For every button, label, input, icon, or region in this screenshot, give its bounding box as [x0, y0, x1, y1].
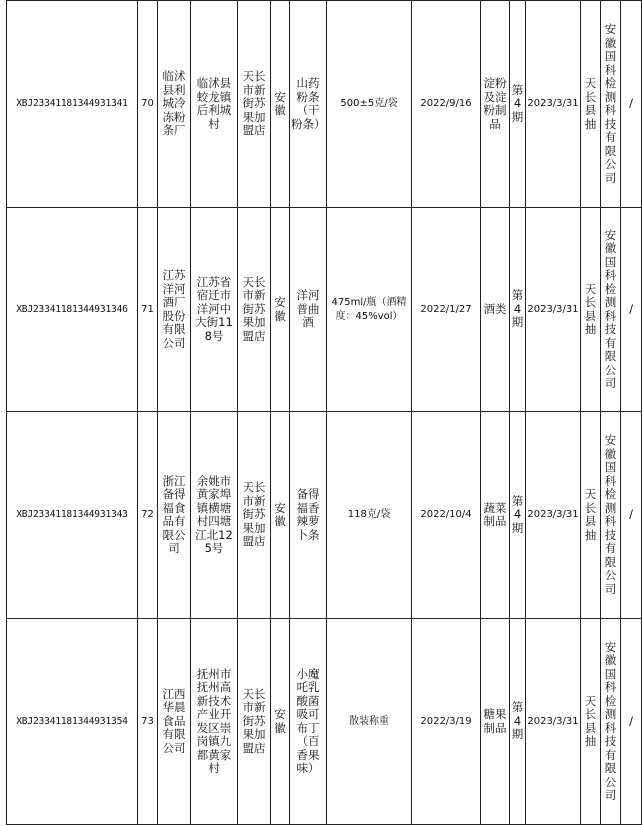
- product-name-cell: 备得福香辣萝卜条: [290, 412, 327, 619]
- sampled-unit-cell: 天长市新街苏果加盟店: [238, 619, 271, 825]
- period-cell: 第4期: [510, 1, 526, 208]
- food-category-cell: 淀粉及淀粉制品: [481, 1, 510, 208]
- production-date-cell: 2022/9/16: [412, 1, 481, 208]
- testing-lab-cell: 安徽国科检测科技有限公司: [601, 208, 621, 412]
- province-cell: 安徽: [271, 1, 290, 208]
- sampling-date-cell: 2023/3/31: [526, 412, 581, 619]
- producer-name-cell: 江西华晨食品有限公司: [158, 619, 191, 825]
- province-cell: 安徽: [271, 619, 290, 825]
- task-source-cell: 天长县抽: [581, 619, 601, 825]
- product-name-cell: 洋河普曲酒: [290, 208, 327, 412]
- serial-number-cell: 71: [138, 208, 158, 412]
- testing-lab-cell: 安徽国科检测科技有限公司: [601, 619, 621, 825]
- period-cell: 第4期: [510, 412, 526, 619]
- production-date-cell: 2022/1/27: [412, 208, 481, 412]
- producer-address-cell: 临沭县蛟龙镇后利城村: [191, 1, 238, 208]
- table-row: [7, 412, 642, 619]
- specification-cell: 475ml/瓶（酒精度：45%vol）: [327, 208, 412, 412]
- product-name-cell: 山药粉条（干粉条）: [290, 1, 327, 208]
- testing-lab-cell: 安徽国科检测科技有限公司: [601, 412, 621, 619]
- table-row: [7, 1, 642, 208]
- food-category-cell: 酒类: [481, 208, 510, 412]
- producer-address-cell: 抚州市抚州高新技术产业开发区崇岗镇九都黄家村: [191, 619, 238, 825]
- task-source-cell: 天长县抽: [581, 208, 601, 412]
- serial-number-cell: 73: [138, 619, 158, 825]
- task-source-cell: 天长县抽: [581, 1, 601, 208]
- product-name-cell: 小魔吒乳酸菌吸可布丁（百香果味）: [290, 619, 327, 825]
- period-cell: 第4期: [510, 208, 526, 412]
- sample-code-cell: XBJ23341181344931343: [7, 412, 138, 619]
- production-date-cell: 2022/10/4: [412, 412, 481, 619]
- sampled-unit-cell: 天长市新街苏果加盟店: [238, 412, 271, 619]
- sample-code-cell: XBJ23341181344931341: [7, 1, 138, 208]
- sampling-date-cell: 2023/3/31: [526, 619, 581, 825]
- producer-name-cell: 江苏洋河酒厂股份有限公司: [158, 208, 191, 412]
- task-source-cell: 天长县抽: [581, 412, 601, 619]
- period-cell: 第4期: [510, 619, 526, 825]
- food-category-cell: 蔬菜制品: [481, 412, 510, 619]
- specification-cell: 散装称重: [327, 619, 412, 825]
- remark-cell: /: [621, 1, 642, 208]
- food-category-cell: 糖果制品: [481, 619, 510, 825]
- production-date-cell: 2022/3/19: [412, 619, 481, 825]
- inspection-results-table: [6, 0, 642, 825]
- testing-lab-cell: 安徽国科检测科技有限公司: [601, 1, 621, 208]
- specification-cell: 118克/袋: [327, 412, 412, 619]
- sample-code-cell: XBJ23341181344931354: [7, 619, 138, 825]
- producer-name-cell: 浙江备得福食品有限公司: [158, 412, 191, 619]
- sampled-unit-cell: 天长市新街苏果加盟店: [238, 1, 271, 208]
- table-row: [7, 619, 642, 825]
- sampling-date-cell: 2023/3/31: [526, 208, 581, 412]
- province-cell: 安徽: [271, 208, 290, 412]
- serial-number-cell: 72: [138, 412, 158, 619]
- inspection-results-table-sheet: [6, 0, 633, 826]
- remark-cell: /: [621, 619, 642, 825]
- province-cell: 安徽: [271, 412, 290, 619]
- producer-address-cell: 余姚市黄家埠镇横塘村四塘江北125号: [191, 412, 238, 619]
- specification-cell: 500±5克/袋: [327, 1, 412, 208]
- sample-code-cell: XBJ23341181344931346: [7, 208, 138, 412]
- producer-address-cell: 江苏省宿迁市洋河中大街118号: [191, 208, 238, 412]
- producer-name-cell: 临沭县利城冷冻粉条厂: [158, 1, 191, 208]
- remark-cell: /: [621, 412, 642, 619]
- serial-number-cell: 70: [138, 1, 158, 208]
- remark-cell: /: [621, 208, 642, 412]
- sampling-date-cell: 2023/3/31: [526, 1, 581, 208]
- table-row: [7, 208, 642, 412]
- sampled-unit-cell: 天长市新街苏果加盟店: [238, 208, 271, 412]
